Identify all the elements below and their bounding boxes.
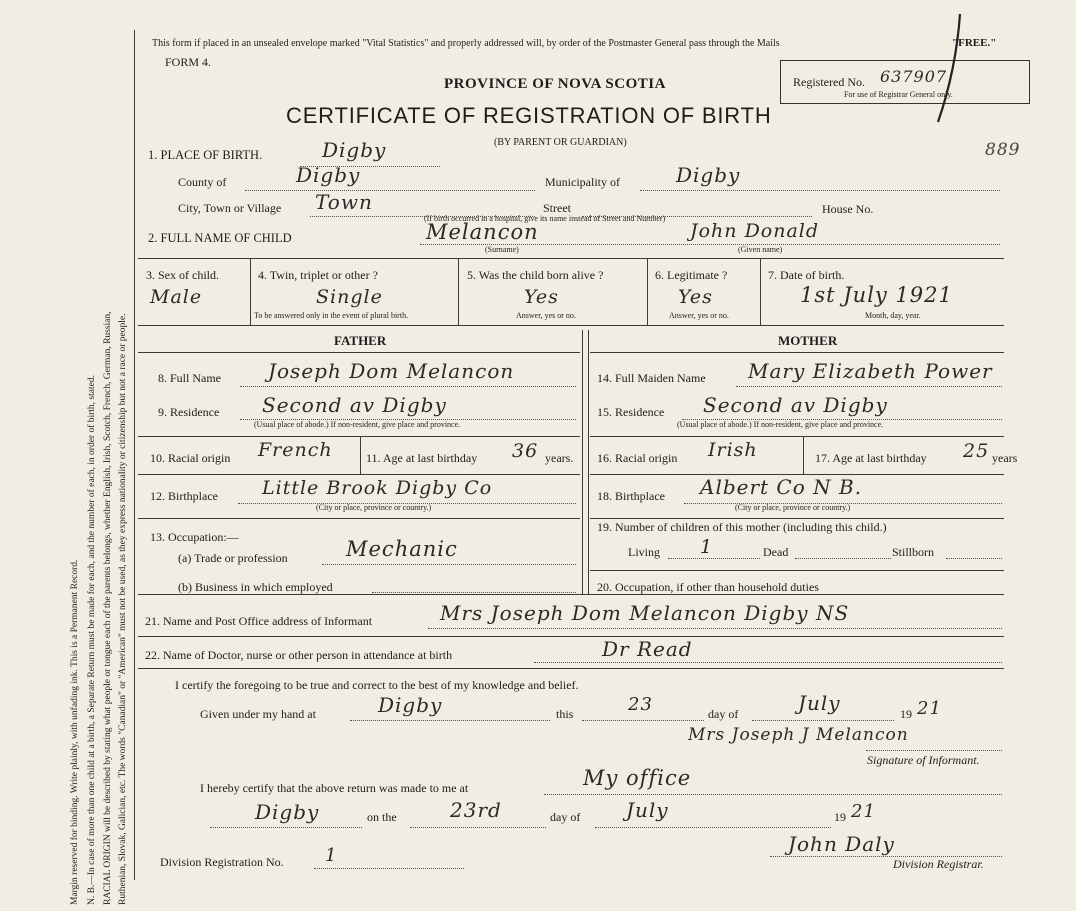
legitimate-note: Answer, yes or no. [669,311,729,320]
stillborn-label: Stillborn [892,545,935,559]
father-birthplace-label: 12. Birthplace [150,489,218,503]
father-rule-b [138,474,580,475]
informant-label: 21. Name and Post Office address of Informant [145,614,373,628]
dob-value: 1st July 1921 [800,283,953,307]
reg-year-prefix: 19 [834,810,846,824]
margin-note-4: Ruthenian, Slovak, Galician, etc. The words "Canadian" or "American" must not be used, as they express nationality or citizenship but not a race or people. [118,313,128,905]
mother-age-divider [803,436,804,474]
margin-note-2: N. B.—In case of more than one child at a birth, a Separate Return must be made for each, and the number of each, in order of birth, stated. [87,375,97,905]
row-rule-bottom [138,325,1004,326]
twin-label: 4. Twin, triplet or other ? [258,268,378,282]
col-rule-4 [760,258,761,325]
place-of-birth-label: 1. PLACE OF BIRTH. [148,148,263,162]
stillborn-line [946,558,1002,559]
mother-heading: MOTHER [778,333,838,348]
municipality-label: Municipality of [545,175,620,189]
twin-note: To be answered only in the event of plural birth. [254,311,409,320]
margin-note-1: Margin reserved for binding. Write plainly, with unfading ink. This is a Permanent Record. [70,559,80,905]
child-name-label: 2. FULL NAME OF CHILD [148,231,292,245]
parents-divider-right [588,330,589,594]
informant-value: Mrs Joseph Dom Melancon Digby NS [440,601,850,625]
doctor-rule [138,668,1004,669]
father-birthplace-note: (City or place, province or country.) [316,503,432,512]
made-at-value: My office [583,766,692,790]
father-residence-value: Second av Digby [262,393,447,417]
province-heading: PROVINCE OF NOVA SCOTIA [444,76,666,92]
municipality-line [640,190,1000,191]
house-label: House No. [822,202,874,216]
sex-value: Male [150,286,203,308]
margin-note-3: RACIAL ORIGIN will be described by stating what people or tongue each of the parents belongs, whether English, Irish, Scotch, French, German, Russian, [103,311,113,905]
dob-label: 7. Date of birth. [768,268,845,282]
given-under-hand-label: Given under my hand at [200,707,316,721]
given-day-line [582,720,704,721]
mother-racial-label: 16. Racial origin [597,451,678,465]
mother-years-label: years [992,451,1018,465]
mother-name-label: 14. Full Maiden Name [597,371,706,385]
mother-heading-rule [590,352,1004,353]
mother-birthplace-note: (City or place, province or country.) [735,503,851,512]
child-surname: Melancon [426,220,539,244]
alive-note: Answer, yes or no. [516,311,576,320]
living-label: Living [628,545,660,559]
postal-note: This form if placed in an unsealed envelope marked "Vital Statistics" and properly addressed will, by order of the Postmaster General pass through the Mails [152,38,780,49]
father-trade-line [322,564,576,565]
registered-label: Registered No. [793,75,865,89]
living-value: 1 [700,536,714,558]
reg-day-value: 23rd [450,798,502,822]
division-registration-value: 1 [325,845,338,866]
given-day-of-label: day of [708,707,739,721]
mother-occupation-label: 20. Occupation, if other than household duties [597,580,819,594]
parents-divider-left [582,330,583,594]
father-rule-a [138,436,580,437]
child-given-name: John Donald [690,220,820,242]
col-rule-2 [458,258,459,325]
father-heading: FATHER [334,333,387,348]
father-heading-rule [138,352,580,353]
father-racial-label: 10. Racial origin [150,451,231,465]
mother-rule-a [590,436,1004,437]
doctor-value: Dr Read [602,637,693,661]
municipality-value: Digby [676,163,741,187]
given-day-value: 23 [628,694,653,715]
father-name-label: 8. Full Name [158,371,221,385]
father-business-label: (b) Business in which employed [178,580,333,594]
father-racial-value: French [258,439,333,461]
alive-label: 5. Was the child born alive ? [467,268,604,282]
informant-signature: Mrs Joseph J Melancon [688,725,909,745]
reg-month-line [595,827,831,828]
row-rule-top [138,258,1004,259]
check-mark-stroke [930,10,970,130]
mother-racial-value: Irish [708,439,758,461]
alive-value: Yes [524,286,559,308]
certificate-title: CERTIFICATE OF REGISTRATION OF BIRTH [286,103,772,128]
division-registration-line [314,868,464,869]
informant-signature-caption: Signature of Informant. [867,753,980,767]
father-business-line [372,592,576,593]
reg-place-line [210,827,362,828]
father-trade-label: (a) Trade or profession [178,551,288,565]
mother-birthplace-value: Albert Co N B. [700,475,863,499]
given-month-value: July [798,691,841,715]
registrar-signature: John Daly [788,832,895,856]
father-age-label: 11. Age at last birthday [366,451,478,465]
father-residence-label: 9. Residence [158,405,220,419]
mother-residence-label: 15. Residence [597,405,665,419]
corner-mark: 889 [985,140,1021,160]
dead-line [795,558,891,559]
city-value: Town [315,190,373,214]
mother-age-value: 25 [963,440,990,462]
hereby-statement: I hereby certify that the above return was made to me at [200,781,469,795]
hospital-note: (If birth occurred in a hospital, give its name instead of Street and Number) [424,214,666,223]
dead-label: Dead [763,545,789,559]
registrar-caption: Division Registrar. [893,857,984,871]
doctor-label: 22. Name of Doctor, nurse or other person in attendance at birth [145,648,453,662]
father-age-value: 36 [512,440,539,462]
twin-value: Single [316,286,383,308]
father-years-label: years. [545,451,574,465]
street-label: Street [543,201,571,215]
county-value: Digby [296,163,361,187]
informant-rule [138,636,1004,637]
dob-note: Month, day, year. [865,311,921,320]
mother-rule-d [590,570,1004,571]
on-the-label: on the [367,810,397,824]
mother-children-label: 19. Number of children of this mother (including this child.) [597,520,887,534]
informant-signature-line [866,750,1002,751]
given-year-suffix: 21 [917,698,942,719]
certificate-subtitle: (BY PARENT OR GUARDIAN) [494,137,627,148]
reg-year-suffix: 21 [851,801,876,822]
given-place-value: Digby [378,693,443,717]
doctor-line [534,662,1002,663]
place-of-birth-value: Digby [322,138,387,162]
made-at-line [544,794,1002,795]
given-place-line [350,720,550,721]
given-year-prefix: 19 [900,707,912,721]
sex-label: 3. Sex of child. [146,268,219,282]
col-rule-1 [250,258,251,325]
mother-birthplace-label: 18. Birthplace [597,489,665,503]
legitimate-value: Yes [678,286,713,308]
father-trade-value: Mechanic [346,537,458,561]
form-number: FORM 4. [165,55,212,69]
col-rule-3 [647,258,648,325]
reg-month-value: July [626,798,669,822]
father-name-value: Joseph Dom Melancon [268,359,515,383]
certify-statement: I certify the foregoing to be true and correct to the best of my knowledge and belief. [175,678,579,692]
legitimate-label: 6. Legitimate ? [655,268,728,282]
father-name-line [240,386,576,387]
child-name-line [420,244,1000,245]
county-label: County of [178,175,227,189]
registrar-note: For use of Registrar General only. [844,90,953,99]
informant-line [428,628,1002,629]
mother-age-label: 17. Age at last birthday [815,451,927,465]
reg-day-line [410,827,546,828]
free-label: "FREE." [952,37,997,49]
given-caption: (Given name) [738,245,783,254]
living-line [668,558,760,559]
this-label: this [556,707,574,721]
city-label: City, Town or Village [178,201,282,215]
division-registration-label: Division Registration No. [160,855,284,869]
reg-day-of-label: day of [550,810,581,824]
registered-value: 637907 [880,67,948,86]
reg-place-value: Digby [255,800,320,824]
father-occupation-label: 13. Occupation:— [150,530,239,544]
father-age-divider [360,436,361,474]
surname-caption: (Surname) [485,245,519,254]
county-line [245,190,535,191]
mother-residence-note: (Usual place of abode.) If non-resident, give place and province. [677,420,884,429]
mother-rule-c [590,518,1004,519]
father-rule-c [138,518,580,519]
given-month-line [752,720,894,721]
mother-residence-value: Second av Digby [703,393,888,417]
father-residence-note: (Usual place of abode.) If non-resident, give place and province. [254,420,461,429]
mother-name-line [736,386,1002,387]
father-birthplace-value: Little Brook Digby Co [262,477,493,499]
binding-rule [134,30,135,880]
mother-name-value: Mary Elizabeth Power [748,359,993,383]
